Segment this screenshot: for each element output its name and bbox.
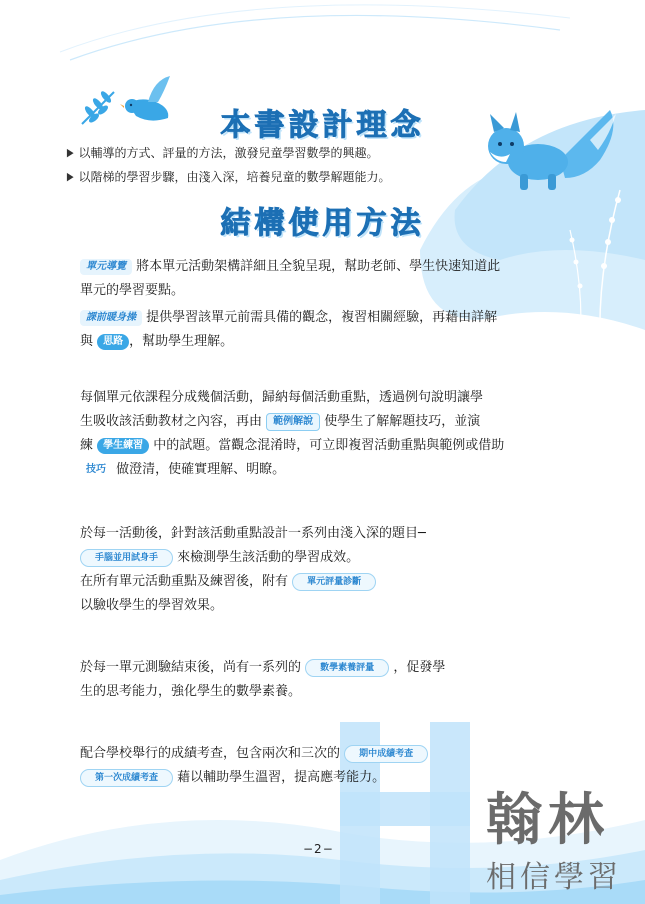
paragraph-text: 單元的學習要點。 bbox=[80, 283, 185, 298]
tag-midterm: 期中成績考查 bbox=[344, 745, 428, 763]
paragraph-text: 配合學校舉行的成績考查，包含兩次和三次的 bbox=[80, 746, 341, 761]
paragraph-text: 於每一單元測驗結束後，尚有一系列的 bbox=[80, 660, 302, 675]
chevron-right-icon: ▶ bbox=[66, 170, 74, 183]
bullet-text: 以階梯的學習步驟，由淺入深，培養兒童的數學解題能力。 bbox=[78, 170, 391, 184]
paragraph-text: 使學生了解解題技巧，並演 bbox=[324, 414, 481, 429]
tag-unit-assessment: 單元評量診斷 bbox=[292, 573, 376, 591]
paragraph-text: 提供學習該單元前需具備的觀念，複習相關經驗，再藉由詳解 bbox=[146, 310, 498, 325]
tag-warmup: 課前暖身操 bbox=[80, 310, 142, 326]
paragraph-text: 以驗收學生的學習效果。 bbox=[80, 598, 224, 613]
paragraph-self-test bbox=[80, 522, 426, 618]
title-design-philosophy: 本書設計理念 bbox=[220, 108, 425, 143]
bullet-text: 以輔導的方式、評量的方法，激發兒童學習數學的興趣。 bbox=[78, 146, 379, 160]
paragraph-text: 與 bbox=[80, 334, 94, 349]
page-number: −2− bbox=[303, 842, 334, 856]
paragraph-text: 來檢測學生該活動的學習成效。 bbox=[177, 550, 360, 565]
chevron-right-icon: ▶ bbox=[66, 146, 74, 159]
paragraph-text: ，幫助學生理解。 bbox=[129, 334, 234, 349]
paragraph-text: 生的思考能力，強化學生的數學素養。 bbox=[80, 684, 302, 699]
paragraph-text: 生吸收該活動教材之內容，再由 bbox=[80, 414, 263, 429]
paragraph-text: 在所有單元活動重點及練習後，附有 bbox=[80, 574, 289, 589]
paragraph-unit-overview bbox=[80, 255, 500, 303]
logo-slogan: 相信學習 bbox=[486, 860, 622, 895]
bullet-item bbox=[66, 168, 390, 185]
tag-tips: 技巧 bbox=[86, 464, 106, 475]
paragraph-text: ，促發學 bbox=[393, 660, 446, 675]
tag-math-literacy: 數學素養評量 bbox=[305, 659, 389, 677]
paragraph-exams bbox=[80, 742, 428, 790]
plant-silhouette-icon bbox=[560, 170, 645, 340]
tag-first-exam: 第一次成績考查 bbox=[80, 769, 173, 787]
tag-example: 範例解說 bbox=[266, 413, 320, 431]
bullet-item bbox=[66, 144, 378, 161]
paragraph-activities bbox=[80, 386, 504, 482]
tag-thinking: 思路 bbox=[97, 334, 129, 350]
paragraph-text: 藉以輔助學生溫習，提高應考能力。 bbox=[177, 770, 386, 785]
paragraph-text: 中的試題。當觀念混淆時，可立即複習活動重點與範例或借助 bbox=[153, 438, 505, 453]
title-usage-method: 結構使用方法 bbox=[220, 206, 425, 241]
paragraph-text: 將本單元活動架構詳細且全貌呈現，幫助老師、學生快速知道此 bbox=[136, 259, 501, 274]
paragraph-warmup bbox=[80, 306, 497, 354]
paragraph-text: 每個單元依課程分成幾個活動，歸納每個活動重點，透過例句說明讓學 bbox=[80, 390, 484, 405]
paragraph-literacy bbox=[80, 656, 445, 704]
tag-practice: 學生練習 bbox=[97, 438, 149, 454]
logo-brand: 翰林 bbox=[486, 788, 610, 853]
tag-unit-overview: 單元導覽 bbox=[80, 259, 132, 275]
paragraph-text: 於每一活動後，針對該活動重點設計一系列由淺入深的題目─ bbox=[80, 526, 426, 541]
tag-try-yourself: 手腦並用試身手 bbox=[80, 549, 173, 567]
paragraph-text: 練 bbox=[80, 438, 94, 453]
paragraph-text: 做澄清，使確實理解、明瞭。 bbox=[116, 462, 286, 477]
